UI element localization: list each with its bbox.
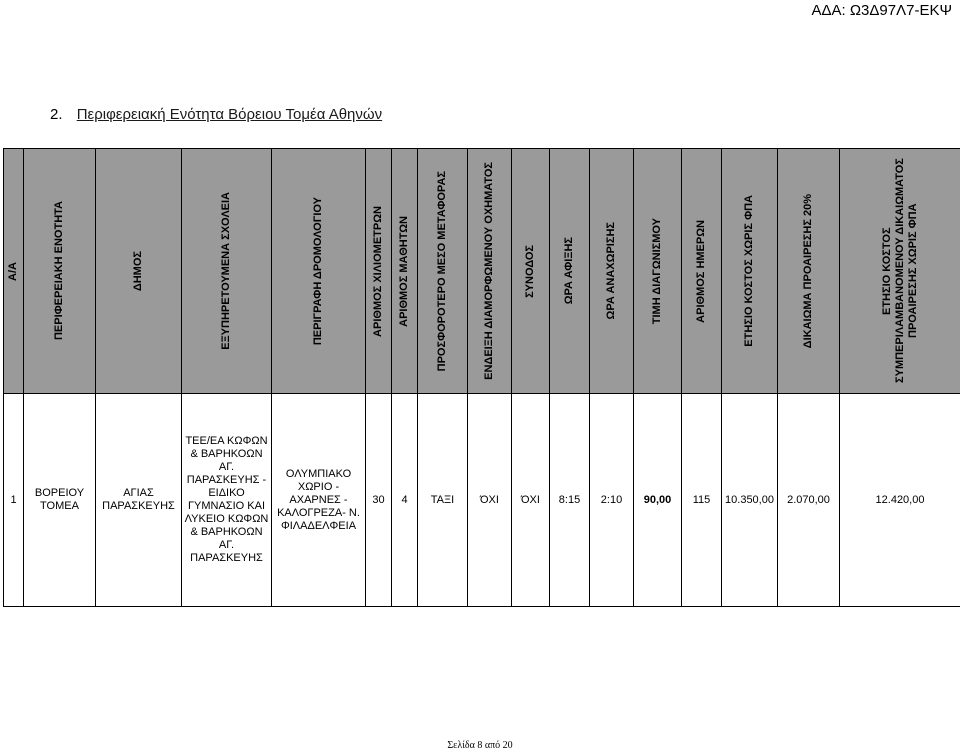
col-dromologio	[272, 149, 366, 394]
col-afixi	[550, 149, 590, 394]
ada-code: ΑΔΑ: Ω3Δ97Λ7-ΕΚΨ	[811, 2, 952, 19]
page-footer: Σελίδα 8 από 20	[447, 740, 513, 751]
cell-sxoleia: ΤΕΕ/ΕΑ ΚΩΦΩΝ & ΒΑΡΗΚΟΩΝ ΑΓ. ΠΑΡΑΣΚΕΥΗΣ - ΕΙΔΙΚΟ ΓΥΜΝΑΣΙΟ ΚΑΙ ΛΥΚΕΙΟ ΚΩΦΩΝ & ΒΑΡΗΚΟΩΝ ΑΓ. ΠΑΡΑΣΚΕΥΗΣ	[182, 394, 272, 607]
cell-meso: ΤΑΞΙ	[418, 394, 468, 607]
col-endeixi	[468, 149, 512, 394]
column-header-label: ΕΤΗΣΙΟ ΚΟΣΤΟΣ ΣΥΜΠΕΡΙΛΑΜΒΑΝΟΜΕΝΟΥ ΔΙΚΑΙΩΜΑΤΟΣ ΠΡΟΑΙΡΕΣΗΣ ΧΩΡΙΣ ΦΠΑ	[880, 158, 919, 384]
column-header-label: ΔΙΚΑΙΩΜΑ ΠΡΟΑΙΡΕΣΗΣ 20%	[802, 193, 814, 349]
routes-table	[3, 148, 960, 607]
cell-enotita: ΒΟΡΕΙΟΥ ΤΟΜΕΑ	[24, 394, 96, 607]
column-header-label: ΑΡΙΘΜΟΣ ΧΙΛΙΟΜΕΤΡΩΝ	[372, 205, 384, 337]
cell-synodos: ΌΧΙ	[512, 394, 550, 607]
column-header-label: Α/Α	[7, 261, 19, 281]
col-synolo	[840, 149, 960, 394]
col-aa	[4, 149, 24, 394]
cell-anaxorisi: 2:10	[590, 394, 634, 607]
column-header-label: ΑΡΙΘΜΟΣ ΗΜΕΡΩΝ	[695, 219, 707, 323]
column-header-label: ΑΡΙΘΜΟΣ ΜΑΘΗΤΩΝ	[398, 215, 410, 327]
col-proairesi	[778, 149, 840, 394]
col-dimos	[96, 149, 182, 394]
cell-mathites: 4	[392, 394, 418, 607]
cell-aa: 1	[4, 394, 24, 607]
col-anaxorisi	[590, 149, 634, 394]
cell-dimos: ΑΓΙΑΣ ΠΑΡΑΣΚΕΥΗΣ	[96, 394, 182, 607]
col-enotita	[24, 149, 96, 394]
table-row	[4, 394, 960, 607]
col-kostos	[722, 149, 778, 394]
column-header-label: ΩΡΑ ΑΝΑΧΩΡΙΣΗΣ	[605, 222, 617, 320]
cell-afixi: 8:15	[550, 394, 590, 607]
col-imeres	[682, 149, 722, 394]
cell-timi: 90,00	[634, 394, 682, 607]
column-header-label: ΠΕΡΙΓΡΑΦΗ ΔΡΟΜΟΛΟΓΙΟΥ	[312, 196, 324, 346]
column-header-label: ΕΝΔΕΙΞΗ ΔΙΑΜΟΡΦΩΜΕΝΟΥ ΟΧΗΜΑΤΟΣ	[483, 162, 495, 380]
col-km	[366, 149, 392, 394]
cell-km: 30	[366, 394, 392, 607]
column-header-label: ΔΗΜΟΣ	[132, 250, 144, 292]
column-header-label: ΠΕΡΙΦΕΡΕΙΑΚΗ ΕΝΟΤΗΤΑ	[53, 201, 65, 341]
cell-endeixi: ΌΧΙ	[468, 394, 512, 607]
col-mathites	[392, 149, 418, 394]
col-sxoleia	[182, 149, 272, 394]
column-header-label: ΕΞΥΠΗΡΕΤΟΥΜΕΝΑ ΣΧΟΛΕΙΑ	[220, 192, 232, 350]
header-row	[4, 149, 960, 394]
column-header-label: ΣΥΝΟΔΟΣ	[524, 244, 536, 298]
col-timi	[634, 149, 682, 394]
cell-proairesi: 2.070,00	[778, 394, 840, 607]
section-number: 2.	[50, 106, 63, 123]
col-synodos	[512, 149, 550, 394]
section-title	[50, 106, 382, 123]
column-header-label: ΕΤΗΣΙΟ ΚΟΣΤΟΣ ΧΩΡΙΣ ΦΠΑ	[743, 195, 755, 347]
cell-synolo: 12.420,00	[840, 394, 960, 607]
cell-imeres: 115	[682, 394, 722, 607]
cell-kostos: 10.350,00	[722, 394, 778, 607]
column-header-label: ΠΡΟΣΦΟΡΟΤΕΡΟ ΜΕΣΟ ΜΕΤΑΦΟΡΑΣ	[436, 170, 448, 372]
section-title-text: Περιφερειακή Ενότητα Βόρειου Τομέα Αθηνών	[76, 106, 383, 123]
col-meso	[418, 149, 468, 394]
column-header-label: ΤΙΜΗ ΔΙΑΓΩΝΙΣΜΟΥ	[651, 217, 663, 325]
column-header-label: ΩΡΑ ΑΦΙΞΗΣ	[563, 237, 575, 305]
cell-dromologio: ΟΛΥΜΠΙΑΚΟ ΧΩΡΙΟ - ΑΧΑΡΝΕΣ - ΚΑΛΟΓΡΕΖΑ- Ν. ΦΙΛΑΔΕΛΦΕΙΑ	[272, 394, 366, 607]
